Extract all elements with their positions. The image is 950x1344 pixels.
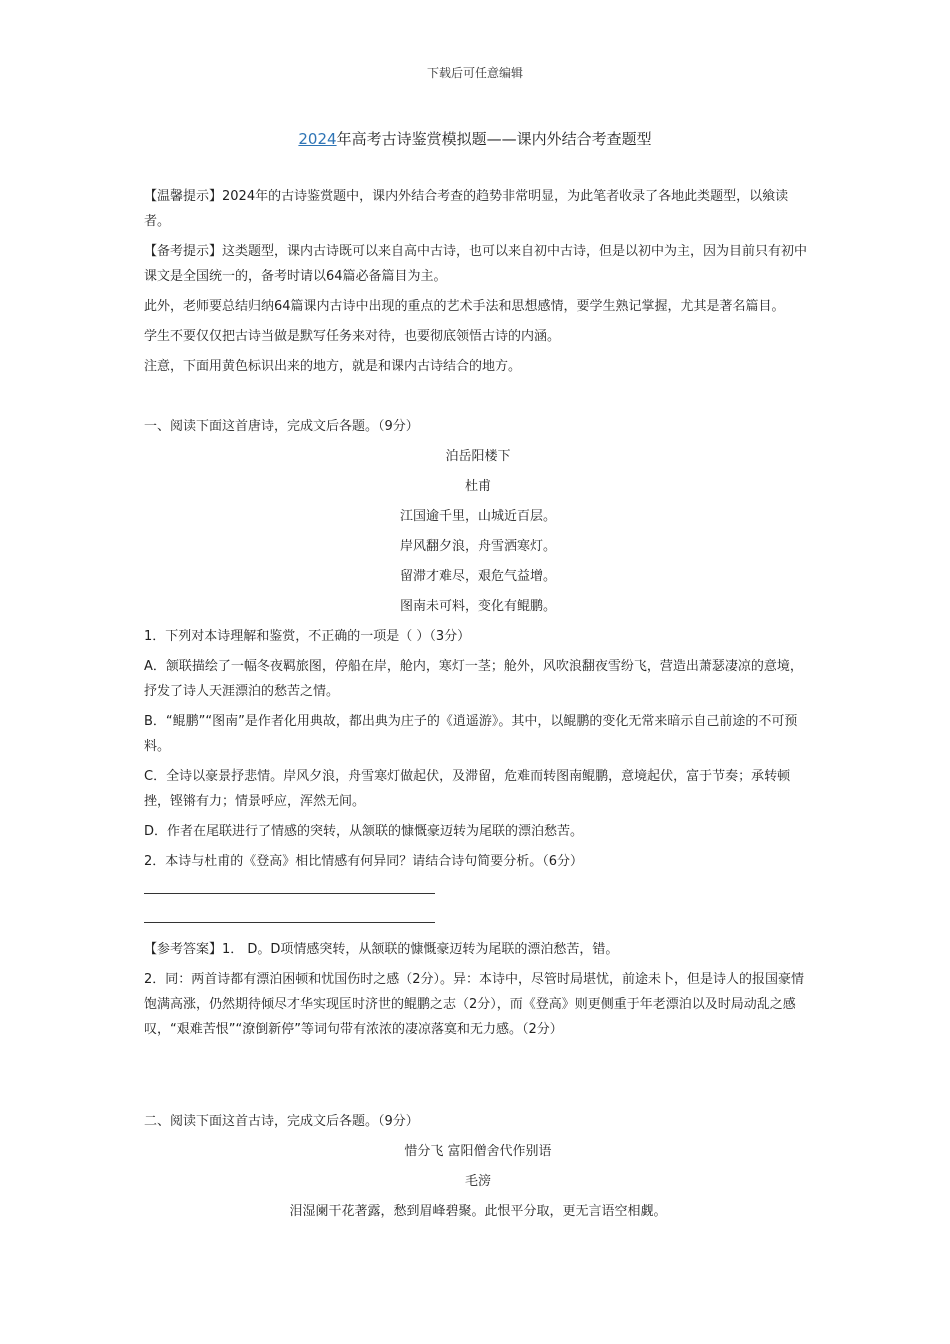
title-year: 2024 [298,130,337,148]
poem-line: 图南未可料，变化有鲲鹏。 [399,599,556,614]
poem-line: 留滞才难尽，艰危气益增。 [399,569,556,584]
page-title [0,128,950,149]
poem-title: 泊岳阳楼下 [445,449,511,464]
option-c: C．全诗以豪景抒悲情。岸风夕浪，舟雪寒灯做起伏，及滞留，危难而转图南鲲鹏，意境起伏，富于节奏；承转顿挫，铿锵有力；情景呼应，浑然无间。 [144,769,791,809]
option-a: A．颔联描绘了一幅冬夜羁旅图，停船在岸，舱内，寒灯一茎；舱外，风吹浪翻夜雪纷飞，营造出萧瑟凄凉的意境，抒发了诗人天涯漂泊的愁苦之情。 [144,659,803,699]
question-1: 1．下列对本诗理解和鉴赏，不正确的一项是（ ）（3分） [144,629,471,644]
document-body [144,184,812,1229]
spacer [144,1047,812,1109]
section2-heading: 二、阅读下面这首古诗，完成文后各题。（9分） [144,1114,419,1129]
answer-2: 2．同：两首诗都有漂泊困顿和忧国伤时之感（2分）。异：本诗中，尽管时局堪忧，前途未卜，但是诗人的报国豪情饱满高涨，仍然期待倾尽才华实现匡时济世的鲲鹏之志（2分），而《登高》则更侧重于年老漂泊以及时局动乱之感叹，“艰难苦恨”“潦倒新停”等词句带有浓浓的凄凉落寞和无力感。（2分） [144,972,805,1037]
title-text: 年高考古诗鉴赏模拟题——课内外结合考查题型 [336,130,652,148]
poem-title: 惜分飞 富阳僧舍代作别语 [404,1144,552,1159]
spacer [144,384,812,414]
poem-line: 岸风翻夕浪，舟雪洒寒灯。 [399,539,556,554]
option-b: B．“鲲鹏”“图南”是作者化用典故，都出典为庄子的《逍遥游》。其中，以鲲鹏的变化无常来暗示自己前途的不可预料。 [144,714,798,754]
intro-paragraph: 学生不要仅仅把古诗当做是默写任务来对待，也要彻底领悟古诗的内涵。 [144,329,561,344]
page-header-note: 下载后可任意编辑 [426,66,523,80]
section1-heading: 一、阅读下面这首唐诗，完成文后各题。（9分） [144,419,419,434]
poem-author: 杜甫 [464,479,491,494]
option-d: D．作者在尾联进行了情感的突转，从颔联的慷慨豪迈转为尾联的漂泊愁苦。 [144,824,584,839]
answer-blank-line[interactable] [144,879,435,894]
poem-line: 江国逾千里，山城近百层。 [399,509,556,524]
intro-paragraph: 注意，下面用黄色标识出来的地方，就是和课内古诗结合的地方。 [144,359,522,374]
tip-paragraph: 【温馨提示】2024年的古诗鉴赏题中，课内外结合考查的趋势非常明显，为此笔者收录了各地此类题型，以飨读者。 [144,189,789,229]
question-2: 2．本诗与杜甫的《登高》相比情感有何异同？请结合诗句简要分析。（6分） [144,854,584,869]
answer-blank-line[interactable] [144,908,435,923]
answer-1: 【参考答案】1． D。D项情感突转，从颔联的慷慨豪迈转为尾联的漂泊愁苦，错。 [144,942,619,957]
prep-paragraph: 【备考提示】这类题型，课内古诗既可以来自高中古诗，也可以来自初中古诗，但是以初中为主，因为目前只有初中课文是全国统一的，备考时请以64篇必备篇目为主。 [144,244,808,284]
poem-author: 毛滂 [464,1174,491,1189]
intro-paragraph: 此外，老师要总结归纳64篇课内古诗中出现的重点的艺术手法和思想感情，要学生熟记掌握，尤其是著名篇目。 [144,299,785,314]
poem-line: 泪湿阑干花著露，愁到眉峰碧聚。此恨平分取，更无言语空相觑。 [289,1204,667,1219]
